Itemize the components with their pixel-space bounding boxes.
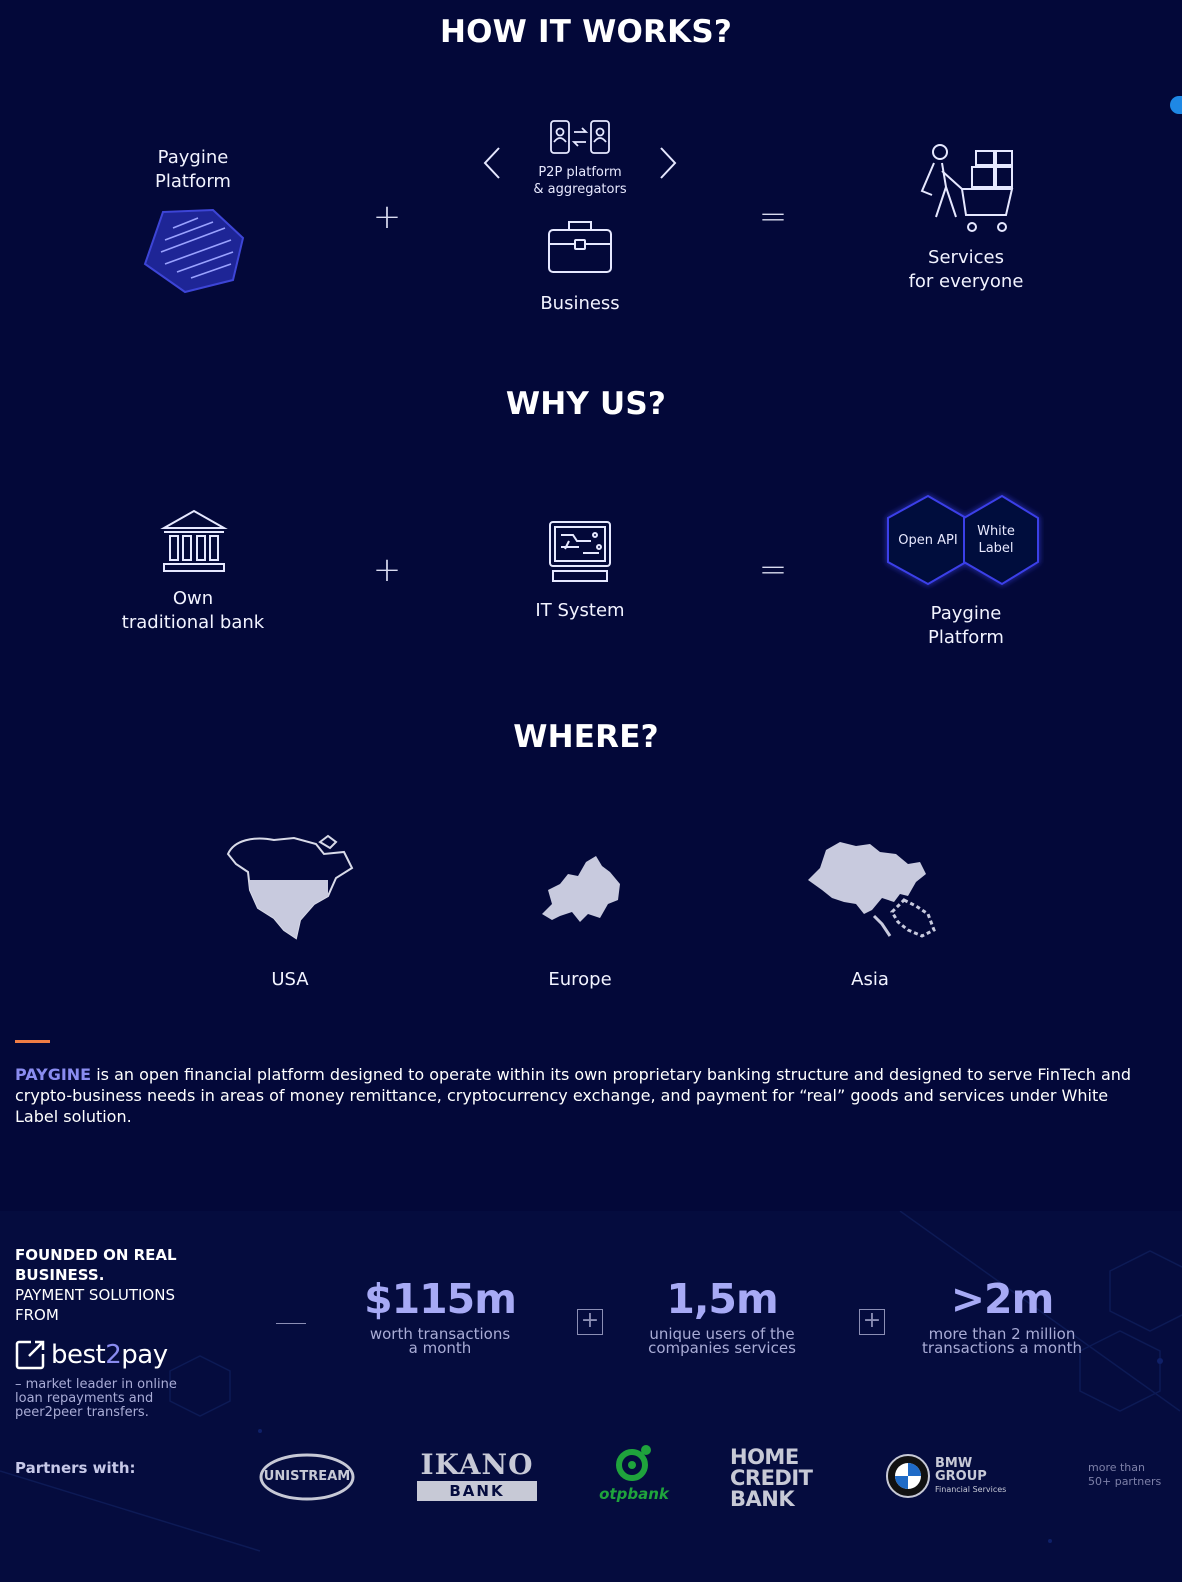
partner-home-credit-logo[interactable] [730,1447,840,1510]
label-line: traditional bank [121,612,265,633]
partner-ikano-logo[interactable] [417,1448,537,1503]
caption-line: transactions a month [922,1339,1082,1357]
founded-line: PAYMENT SOLUTIONS [15,1286,175,1304]
paygine-platform-label [113,146,273,194]
equals-sign: = [758,197,788,237]
otp-circle-icon [614,1443,654,1483]
more-partners-text[interactable] [1088,1461,1168,1489]
paygine-hex-logo-icon [143,208,245,294]
otp-text: otpbank [599,1485,669,1503]
partner-bmw-logo[interactable] [885,1453,1025,1503]
paygine-platform-result-label [886,602,1046,650]
best2pay-wordmark [51,1340,168,1370]
caption-line: unique users of the [649,1325,795,1343]
partners-label: Partners with: [15,1459,136,1477]
region-usa: USA [271,969,309,990]
home-credit-line: CREDIT [730,1466,813,1490]
ikano-bank-text: BANK [417,1481,537,1501]
business-label: Business [540,293,620,314]
equals-sign: = [758,550,788,590]
label-line: for everyone [908,271,1024,292]
best2pay-logo-icon [15,1340,45,1370]
dash-divider [276,1323,306,1324]
briefcase-icon [547,218,613,276]
ikano-text: IKANO [420,1448,534,1481]
bmw-line: BMW [935,1456,973,1471]
home-credit-line: HOME [730,1445,799,1469]
p2p-phones-icon [548,118,612,158]
caption-line: companies services [648,1339,796,1357]
best2pay-description [15,1378,215,1420]
unistream-text: UNISTREAM [263,1469,351,1484]
brand-name: PAYGINE [15,1065,92,1084]
shopper-cart-icon [914,143,1018,235]
asia-map-icon [804,840,938,940]
founded-line: BUSINESS. [15,1266,105,1284]
about-paragraph [15,1064,1155,1127]
caption-line: a month [408,1339,472,1357]
about-text: is an open financial platform designed to operate within its own proprietary banking structure and designed to serve FinTech and crypto-business needs in areas of money remittance, cryptocurrency exchange, and payment for “real” goods and services under White Label solution. [15,1065,1132,1126]
founded-line: FOUNDED ON REAL [15,1246,177,1264]
logo-part: 2 [105,1340,122,1370]
stat-monthly [902,1275,1102,1355]
label-line: Platform [155,171,231,192]
computer-circuit-icon [547,519,613,585]
stat-caption [902,1327,1102,1355]
section-title-how: HOW IT WORKS? [439,14,733,50]
caption-line: worth transactions [369,1325,511,1343]
plus-sign: + [372,550,402,590]
bmw-text [935,1457,1006,1497]
label-line: Paygine [157,147,229,168]
side-scroll-indicator[interactable] [1170,96,1182,114]
north-america-map-icon [224,834,358,946]
founded-panel [0,1211,1182,1582]
founded-heading [15,1245,215,1325]
stat-transactions [340,1275,540,1355]
stat-value: $115m [364,1275,516,1323]
accent-divider [15,1040,50,1043]
stat-value: 1,5m [666,1275,778,1323]
stat-caption [622,1327,822,1355]
logo-part: best [51,1340,106,1370]
partner-otp-logo[interactable] [598,1443,670,1509]
desc-line: loan repayments and [15,1391,154,1406]
chevron-left-icon[interactable] [482,146,502,180]
desc-line: – market leader in online [15,1377,177,1392]
services-label [886,246,1046,294]
chevron-right-icon[interactable] [658,146,678,180]
bmw-roundel-icon [885,1453,931,1499]
more-line: more than [1088,1461,1145,1474]
best2pay-logo[interactable] [15,1338,168,1372]
region-europe: Europe [548,969,612,990]
white-label-hex-label [965,523,1027,557]
home-credit-line: BANK [730,1487,795,1511]
europe-map-icon [538,854,624,924]
label-line: Paygine [930,603,1002,624]
label-line: Label [978,541,1014,556]
caption-line: & aggregators [533,182,627,197]
caption-line: P2P platform [538,165,622,180]
it-system-label: IT System [535,600,625,621]
label-line: Platform [928,627,1004,648]
section-title-where: WHERE? [513,719,659,755]
carousel-caption [520,164,640,198]
own-bank-label [103,587,283,635]
plus-sign: + [372,197,402,237]
more-line: 50+ partners [1088,1475,1162,1488]
bank-building-icon [160,508,228,574]
partner-unistream-logo[interactable] [258,1451,356,1503]
stat-plus-box: + [577,1309,603,1335]
desc-line: peer2peer transfers. [15,1405,149,1420]
stat-plus-box: + [859,1309,885,1335]
founded-line: FROM [15,1306,59,1324]
logo-part: pay [121,1340,168,1370]
region-asia: Asia [851,969,889,990]
caption-line: more than 2 million [928,1325,1076,1343]
label-line: Services [928,247,1004,268]
label-line: White [977,524,1015,539]
stat-users [622,1275,822,1355]
bmw-line: Financial Services [935,1485,1007,1494]
stat-value: >2m [950,1275,1054,1323]
bmw-line: GROUP [935,1469,987,1484]
open-api-hex-label: Open API [898,533,958,548]
section-title-why: WHY US? [505,386,667,422]
stat-caption [340,1327,540,1355]
label-line: Own [172,588,214,609]
